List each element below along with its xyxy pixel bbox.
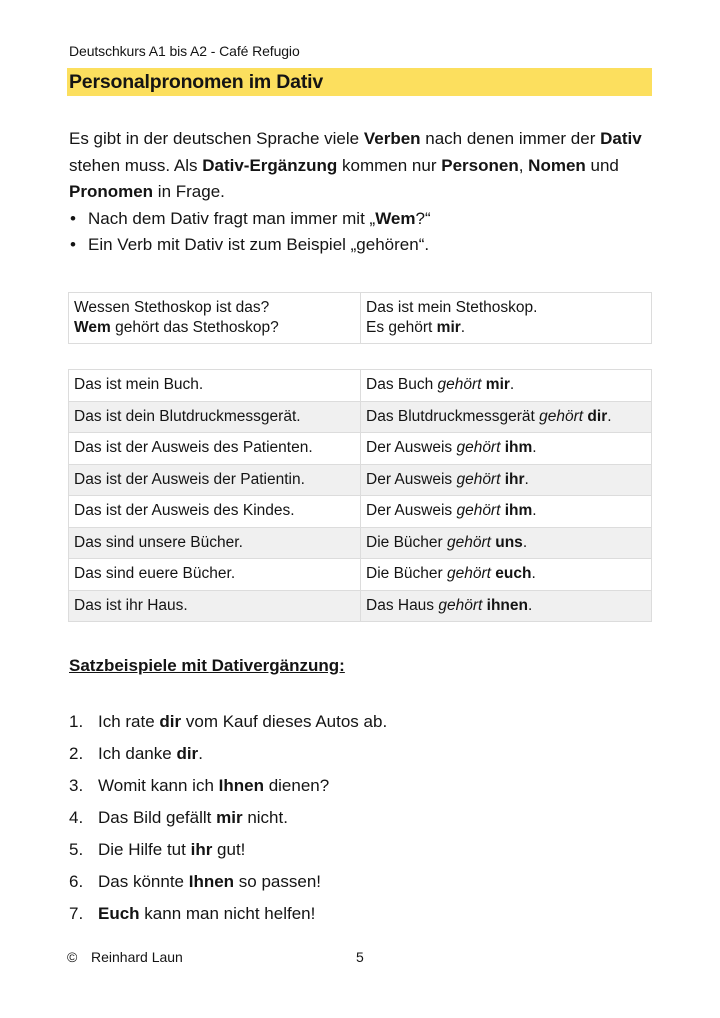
verb-text: gehört <box>539 407 584 425</box>
bullet-item: • Nach dem Dativ fragt man immer mit „Wem?“ <box>69 206 669 233</box>
emphasis-text: Pronomen <box>69 182 154 201</box>
answer-cell: Das ist mein Stethoskop. Es gehört mir. <box>361 293 652 344</box>
question-table <box>68 292 652 344</box>
statement-cell: Das ist der Ausweis der Patientin. <box>69 464 361 496</box>
subject-text: Das Buch <box>366 376 438 394</box>
text-run: Ich rate <box>98 712 160 731</box>
emphasis-text: Verben <box>363 129 421 148</box>
text-run: und <box>585 155 619 175</box>
subject-text: Das Haus <box>366 596 439 614</box>
statement-cell: Das ist ihr Haus. <box>69 590 361 622</box>
item-number: 2. <box>69 744 84 763</box>
emphasis-text: Nomen <box>528 155 586 175</box>
text-run: Womit kann ich <box>98 776 219 795</box>
emphasis-text: Dativ-Ergänzung <box>202 155 338 175</box>
table-row <box>69 559 652 591</box>
dative-pronoun: Ihnen <box>188 872 235 891</box>
subject-text: Die Bücher <box>366 533 447 551</box>
subject-text: Der Ausweis <box>366 502 457 520</box>
dative-pronoun: dir <box>159 712 182 731</box>
title-banner <box>67 68 652 96</box>
examples-heading: Satzbeispiele mit Dativergänzung: <box>69 656 345 675</box>
text-run: nach denen immer der <box>420 129 601 148</box>
verb-text: gehört <box>456 439 501 457</box>
verb-text: gehört <box>438 596 483 614</box>
examples-list <box>69 710 387 934</box>
footer-author: Reinhard Laun <box>91 949 183 965</box>
dative-pronoun: dir <box>587 407 608 425</box>
list-item <box>69 870 387 902</box>
dative-pronoun: euch <box>495 565 532 583</box>
period: . <box>531 565 536 583</box>
emphasis-text: Personen <box>441 155 519 175</box>
table-row <box>69 293 652 344</box>
text-run: kann man nicht helfen! <box>139 904 316 923</box>
text-run: nicht. <box>242 808 288 827</box>
table-row <box>69 464 652 496</box>
text-run: stehen muss. Als <box>69 155 203 175</box>
subject-text: Das Blutdruckmessgerät <box>366 407 540 425</box>
question-cell: Wessen Stethoskop ist das? Wem gehört das Stethoskop? <box>69 293 361 344</box>
text-run: Das könnte <box>98 872 189 891</box>
item-number: 1. <box>69 712 84 731</box>
period: . <box>509 376 515 394</box>
dative-pronoun: Euch <box>98 904 140 923</box>
item-number: 6. <box>69 872 84 891</box>
bullet-item: • Ein Verb mit Dativ ist zum Beispiel „gehören“. <box>69 232 669 259</box>
list-item <box>69 742 387 774</box>
possession-cell <box>361 496 652 528</box>
table-row <box>69 590 652 622</box>
list-item <box>69 710 387 742</box>
dative-pronoun: ihnen <box>486 596 528 614</box>
course-header: Deutschkurs A1 bis A2 - Café Refugio <box>69 43 300 59</box>
copyright-icon: © <box>67 949 78 965</box>
emphasis-text: Dativ <box>600 129 642 148</box>
statement-cell: Das ist der Ausweis des Kindes. <box>69 496 361 528</box>
subject-text: Der Ausweis <box>366 470 457 488</box>
possession-cell <box>361 590 652 622</box>
subject-text: Die Bücher <box>366 565 447 583</box>
verb-text: gehört <box>456 470 501 488</box>
text-run: vom Kauf dieses Autos ab. <box>181 712 388 731</box>
subject-text: Der Ausweis <box>366 439 457 457</box>
text-run: Das Bild gefällt <box>98 808 217 827</box>
list-item <box>69 806 387 838</box>
intro-bullets <box>69 206 669 259</box>
statement-cell: Das sind unsere Bücher. <box>69 527 361 559</box>
period: . <box>532 502 537 520</box>
text-run: , <box>518 155 529 175</box>
table-row <box>69 370 652 402</box>
table-row <box>69 433 652 465</box>
table-row <box>69 527 652 559</box>
dative-pronoun: ihr <box>504 470 525 488</box>
intro-section <box>69 126 669 259</box>
period: . <box>524 470 529 488</box>
list-item <box>69 774 387 806</box>
statement-cell: Das sind euere Bücher. <box>69 559 361 591</box>
statement-cell: Das ist mein Buch. <box>69 370 361 402</box>
period: . <box>522 533 528 551</box>
statement-cell: Das ist dein Blutdruckmessgerät. <box>69 401 361 433</box>
text-run: Die Hilfe tut <box>98 840 191 859</box>
dative-pronoun: ihr <box>190 840 213 859</box>
table-row <box>69 401 652 433</box>
period: . <box>607 407 612 425</box>
possession-cell <box>361 433 652 465</box>
text-run: . <box>198 744 203 763</box>
possession-cell <box>361 559 652 591</box>
pronoun-table <box>68 369 652 622</box>
dative-pronoun: mir <box>216 808 243 827</box>
intro-paragraph <box>69 126 669 206</box>
verb-text: gehört <box>446 565 491 583</box>
possession-cell <box>361 464 652 496</box>
list-item <box>69 838 387 870</box>
page-title: Personalpronomen im Dativ <box>69 71 323 93</box>
possession-cell <box>361 401 652 433</box>
statement-cell: Das ist der Ausweis des Patienten. <box>69 433 361 465</box>
period: . <box>532 439 537 457</box>
verb-text: gehört <box>437 376 482 394</box>
text-run: Es gibt in der deutschen Sprache viele <box>69 129 364 148</box>
verb-text: gehört <box>446 533 491 551</box>
table-row <box>69 496 652 528</box>
dative-pronoun: Ihnen <box>218 776 264 795</box>
dative-pronoun: ihm <box>504 439 533 457</box>
dative-pronoun: uns <box>495 533 523 551</box>
text-run: dienen? <box>263 776 330 795</box>
dative-pronoun: dir <box>176 744 199 763</box>
item-number: 5. <box>69 840 84 859</box>
text-run: Ich danke <box>98 744 177 763</box>
list-item <box>69 902 387 934</box>
possession-cell <box>361 370 652 402</box>
text-run: in Frage. <box>153 182 225 201</box>
page-number: 5 <box>356 949 364 965</box>
item-number: 3. <box>69 776 84 795</box>
item-number: 4. <box>69 808 84 827</box>
text-run: gut! <box>212 840 246 859</box>
item-number: 7. <box>69 904 84 923</box>
period: . <box>527 596 533 614</box>
dative-pronoun: mir <box>485 376 510 394</box>
text-run: kommen nur <box>337 155 442 175</box>
verb-text: gehört <box>456 502 501 520</box>
possession-cell <box>361 527 652 559</box>
dative-pronoun: ihm <box>504 502 533 520</box>
text-run: so passen! <box>234 872 322 891</box>
